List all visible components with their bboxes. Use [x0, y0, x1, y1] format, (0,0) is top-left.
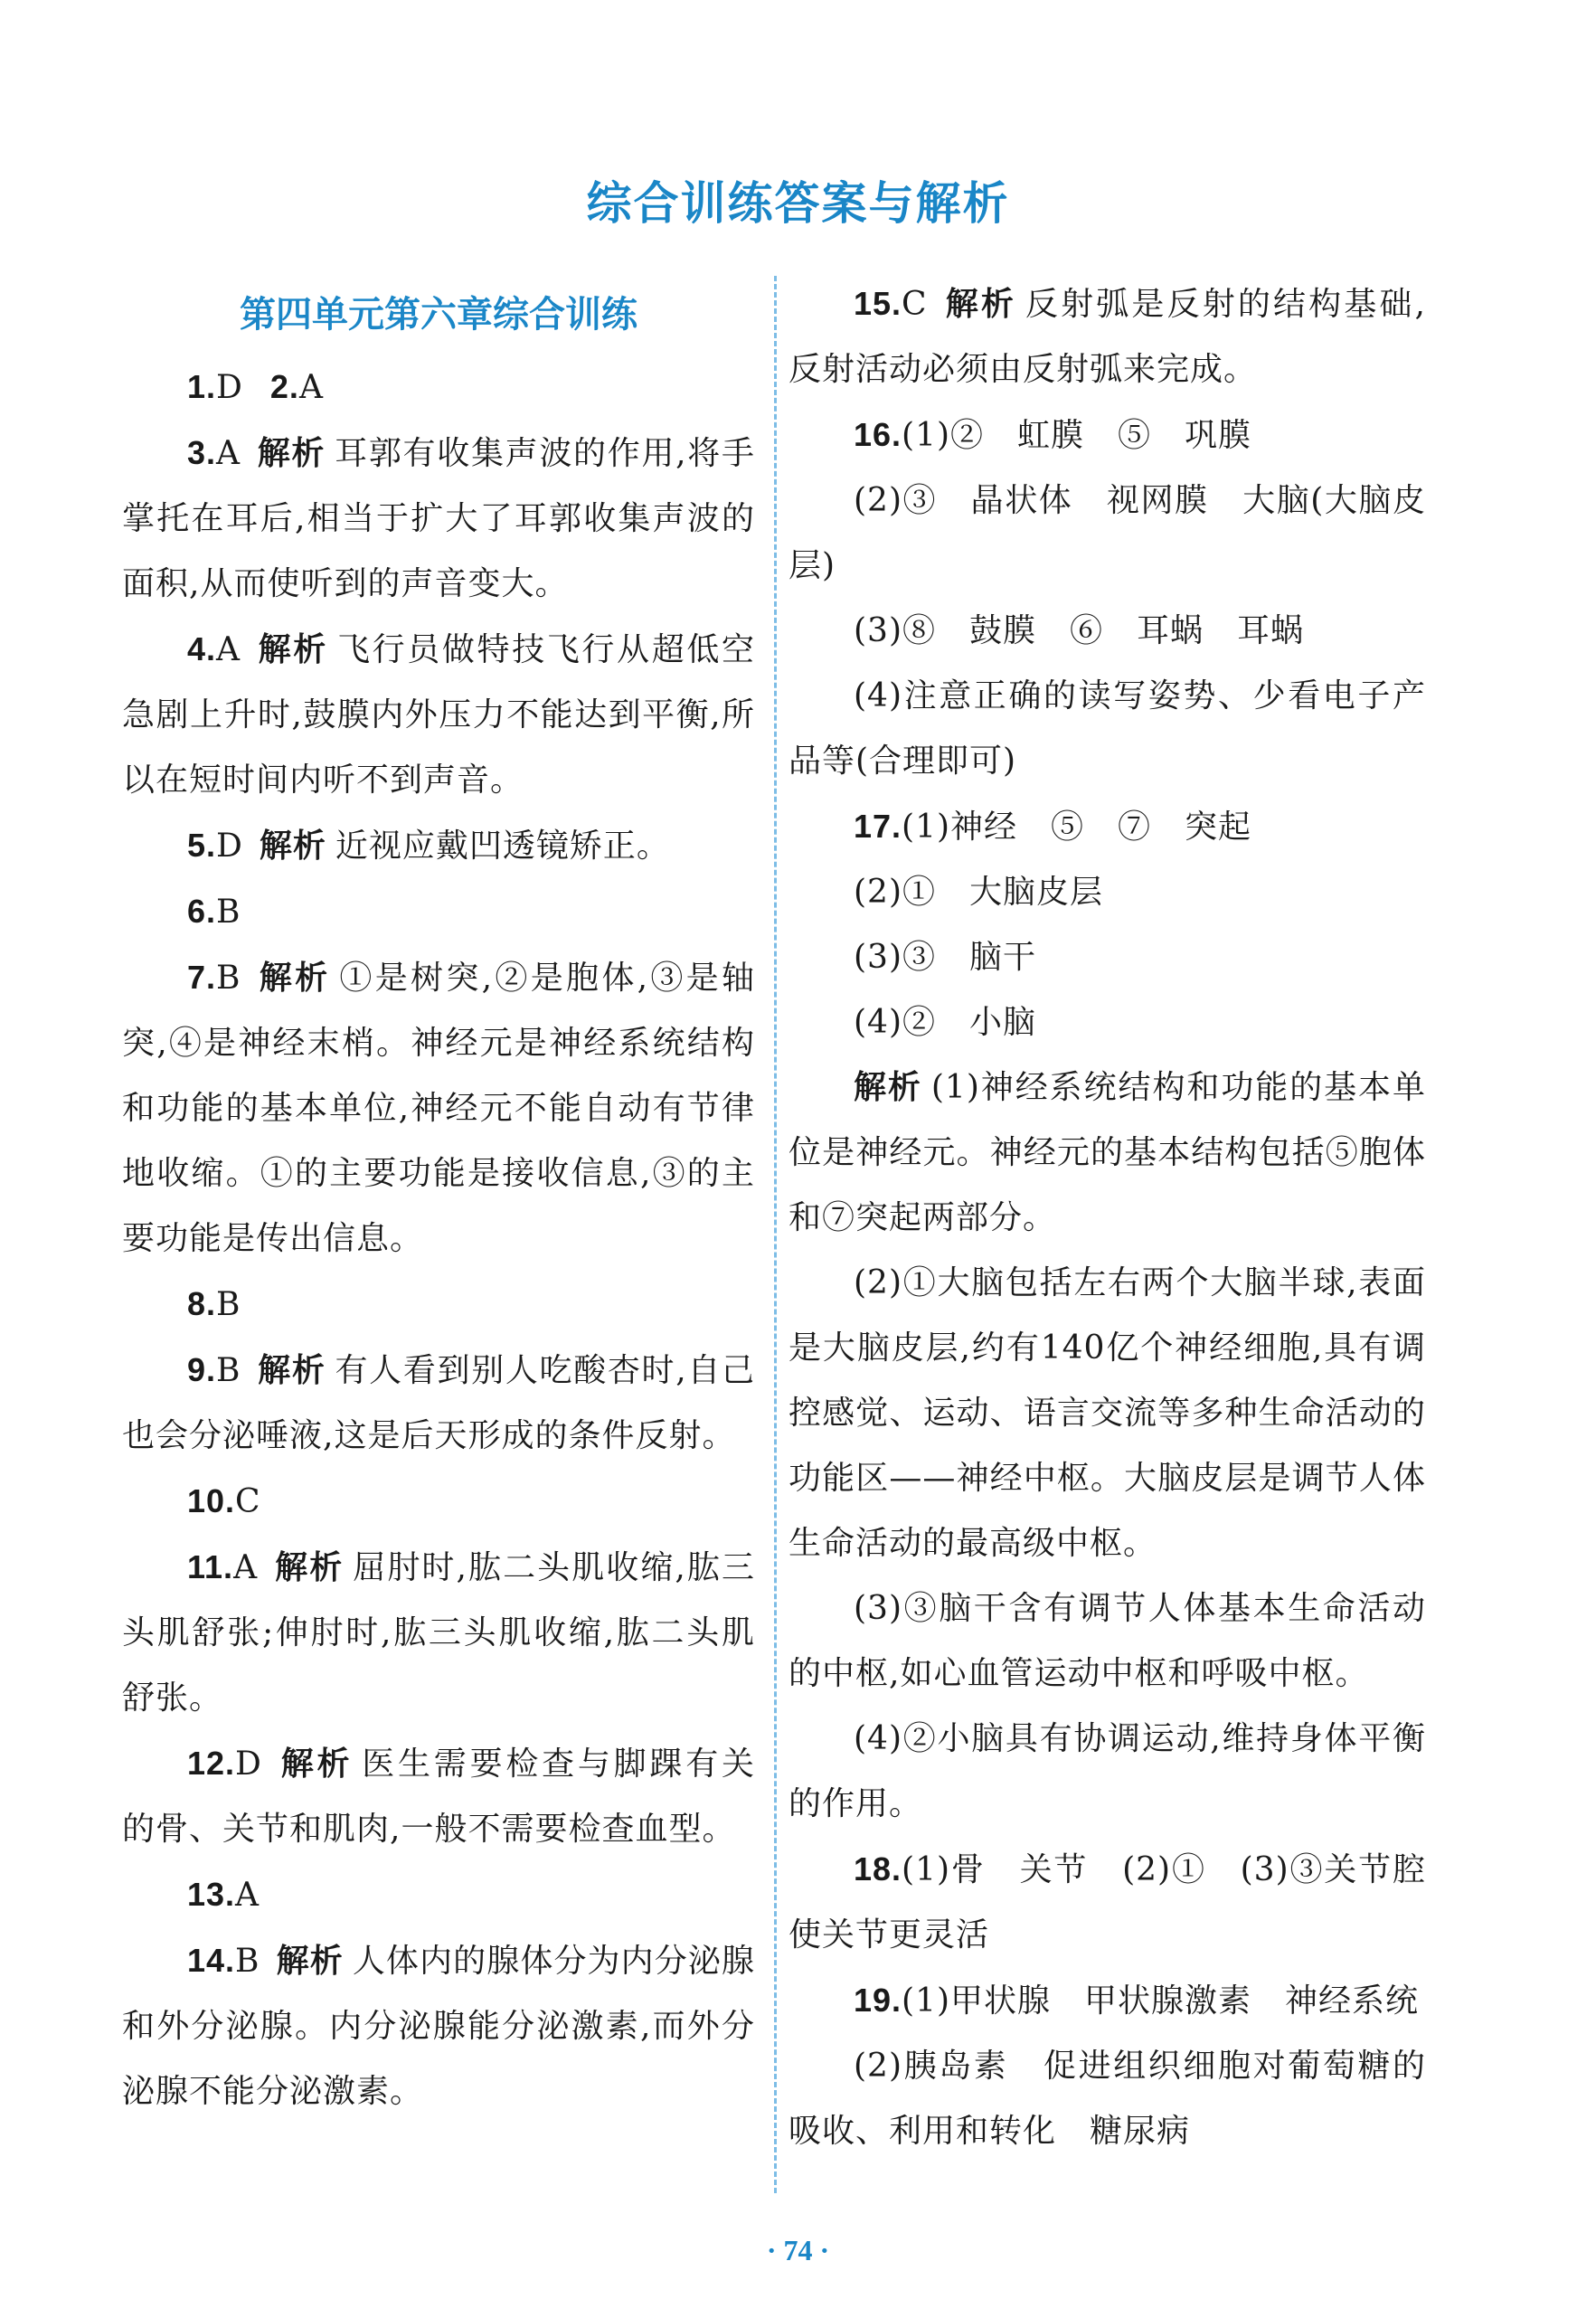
answer-7: 7.B 解析 ①是树突,②是胞体,③是轴突,④是神经末梢。神经元是神经系统结构和功能的基本单位,神经元不能自动有节律地收缩。①的主要功能是接收信息,③的主要功能是传出信息。: [122, 959, 755, 1257]
answer-16-part-4: (4)注意正确的读写姿势、少看电子产品等(合理即可): [789, 677, 1426, 780]
answer-19-part-1: 19.(1)甲状腺 甲状腺激素 神经系统: [854, 1982, 1420, 2020]
page-number: · 74 ·: [766, 2234, 830, 2266]
answer-5: 5.D 解析 近视应戴凹透镜矫正。: [187, 827, 670, 865]
answer-4: 4.A 解析 飞行员做特技飞行从超低空急剧上升时,鼓膜内外压力不能达到平衡,所以在短时间内听不到声音。: [122, 630, 755, 799]
answer-10: 10.C: [187, 1482, 261, 1520]
answer-16-part-1: 16.(1)② 虹膜 ⑤ 巩膜: [854, 416, 1252, 454]
answer-15: 15.C 解析 反射弧是反射的结构基础,反射活动必须由反射弧来完成。: [789, 285, 1426, 388]
left-column: [122, 271, 755, 2124]
answer-3: 3.A 解析 耳郭有收集声波的作用,将手掌托在耳后,相当于扩大了耳郭收集声波的面积,从而使听到的声音变大。: [122, 434, 755, 602]
answer-6: 6.B: [187, 893, 241, 931]
answer-12: 12.D 解析 医生需要检查与脚踝有关的骨、关节和肌肉,一般不需要检查血型。: [122, 1745, 755, 1848]
answer-17-part-2: (2)① 大脑皮层: [854, 874, 1103, 911]
answer-18: 18.(1)骨 关节 (2)① (3)③关节腔 使关节更灵活: [789, 1850, 1460, 1954]
answer-19-part-2: (2)胰岛素 促进组织细胞对葡萄糖的吸收、利用和转化 糖尿病: [789, 2048, 1426, 2150]
answer-16-part-2: (2)③ 晶状体 视网膜 大脑(大脑皮层): [789, 482, 1426, 584]
right-column: [789, 271, 1460, 2164]
answer-9: 9.B 解析 有人看到别人吃酸杏时,自己也会分泌唾液,这是后天形成的条件反射。: [122, 1351, 755, 1454]
answer-17-part-3: (3)③ 脑干: [854, 939, 1036, 976]
page-title: 综合训练答案与解析: [586, 177, 1010, 230]
column-divider: [774, 276, 777, 2193]
answer-1-2: 1.D 2.A: [187, 368, 324, 406]
explanation-17-part-1: 解析 (1)神经系统结构和功能的基本单位是神经元。神经元的基本结构包括⑤胞体和⑦突起两部分。: [789, 1069, 1426, 1236]
answer-16-part-3: (3)⑧ 鼓膜 ⑥ 耳蜗 耳蜗: [854, 612, 1304, 649]
explanation-17-part-2: (2)①大脑包括左右两个大脑半球,表面是大脑皮层,约有140亿个神经细胞,具有调控感觉、运动、语言交流等多种生命活动的功能区——神经中枢。大脑皮层是调节人体生命活动的最高级中枢。: [789, 1264, 1426, 1562]
section-title: 第四单元第六章综合训练: [240, 294, 637, 336]
explanation-17-part-4: (4)②小脑具有协调运动,维持身体平衡的作用。: [789, 1720, 1426, 1822]
answer-17-part-4: (4)② 小脑: [854, 1004, 1036, 1041]
answer-13: 13.A: [187, 1876, 260, 1914]
answer-11: 11.A 解析 屈肘时,肱二头肌收缩,肱三头肌舒张;伸肘时,肱三头肌收缩,肱二头肌舒张。: [122, 1548, 755, 1717]
answer-17-part-1: 17.(1)神经 ⑤ ⑦ 突起: [854, 808, 1252, 846]
answer-8: 8.B: [187, 1285, 241, 1323]
answer-14: 14.B 解析 人体内的腺体分为内分泌腺和外分泌腺。内分泌腺能分泌激素,而外分泌腺不能分泌激素。: [122, 1942, 755, 2110]
explanation-17-part-3: (3)③脑干含有调节人体基本生命活动的中枢,如心血管运动中枢和呼吸中枢。: [789, 1590, 1426, 1692]
